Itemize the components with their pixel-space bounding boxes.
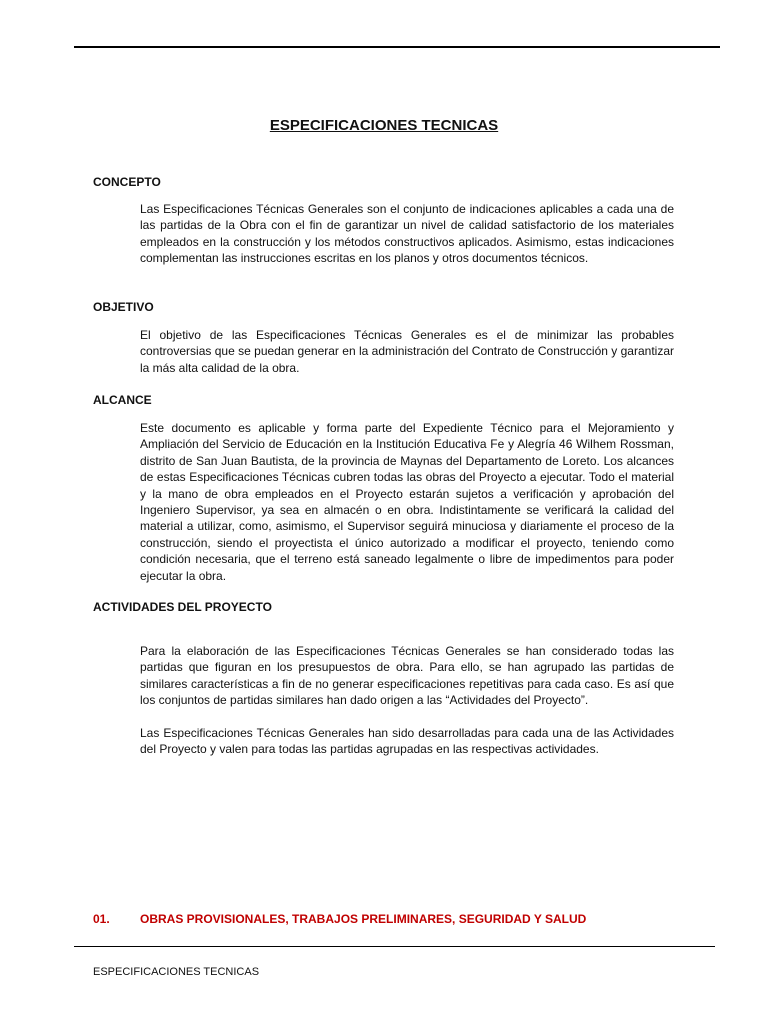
footer-label: ESPECIFICACIONES TECNICAS [93, 966, 260, 978]
header-rule [74, 46, 720, 48]
paragraph-concepto: Las Especificaciones Técnicas Generales son el conjunto de indicaciones aplicables a cada una de las partidas de la Obra con el fin de garantizar un nivel de calidad satisfactorio de los materiales empleados en la construcción y los métodos constructivos aplicados. Asimismo, estas indicaciones complementan las instrucciones escritas en los planos y otros documentos técnicos. [140, 202, 674, 266]
paragraph-actividades-1: Para la elaboración de las Especificaciones Técnicas Generales se han considerado todas las partidas que figuran en los presupuestos de obra. Para ello, se han agrupado las partidas de similares características a fin de no generar especificaciones repetitivas para cada caso. Es así que los conjuntos de partidas similares han dado origen a las “Actividades del Proyecto”. [140, 644, 674, 708]
paragraph-actividades-2: Las Especificaciones Técnicas Generales han sido desarrolladas para cada una de las Actividades del Proyecto y valen para todas las partidas agrupadas en las respectivas actividades. [140, 726, 674, 757]
section-title: OBRAS PROVISIONALES, TRABAJOS PRELIMINARES, SEGURIDAD Y SALUD [140, 912, 587, 926]
paragraph-alcance: Este documento es aplicable y forma parte del Expediente Técnico para el Mejoramiento y Ampliación del Servicio de Educación en la Institución Educativa Fe y Alegría 46 Wilhem Rossman, distrito de San Juan Bautista, de la provincia de Maynas del Departamento de Loreto. Los alcances de estas Especificaciones Técnicas cubren todas las obras del Proyecto a ejecutar. Todo el material y la mano de obra empleados en el Proyecto estarán sujetos a verificación y aprobación del Ingeniero Supervisor, ya sea en almacén o en obra. Indistintamente se verificará la calidad del material a utilizar, como, asimismo, el Supervisor seguirá minuciosa y diariamente el proceso de la construcción, siendo el proyectista el único autorizado a modificar el proyecto, teniendo como condición necesaria, que el terreno está saneado legalmente o libre de impedimentos para poder ejecutar la obra. [140, 421, 674, 583]
section-number: 01. [93, 912, 110, 926]
footer-rule [74, 946, 715, 947]
heading-actividades: ACTIVIDADES DEL PROYECTO [93, 600, 272, 614]
document-title: ESPECIFICACIONES TECNICAS [269, 117, 499, 134]
heading-alcance: ALCANCE [93, 393, 152, 407]
heading-objetivo: OBJETIVO [93, 300, 154, 314]
paragraph-objetivo: El objetivo de las Especificaciones Técnicas Generales es el de minimizar las probables controversias que se puedan generar en la administración del Contrato de Construcción y garantizar la más alta calidad de la obra. [140, 328, 674, 375]
heading-concepto: CONCEPTO [93, 175, 161, 189]
